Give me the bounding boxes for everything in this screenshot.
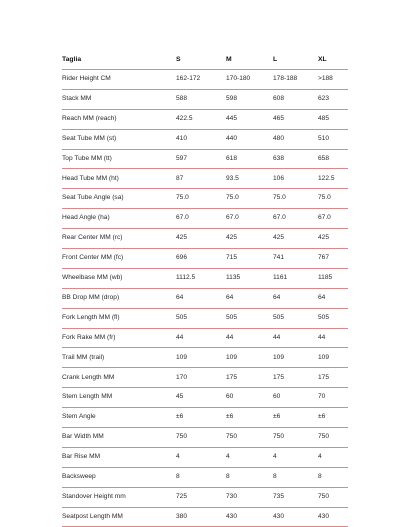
- table-row: [62, 348, 348, 368]
- table-row: [62, 268, 348, 288]
- value-xl: 767: [318, 249, 348, 269]
- value-xl: 64: [318, 288, 348, 308]
- value-l: 75.0: [273, 189, 318, 209]
- table-row: [62, 328, 348, 348]
- table-row: [62, 89, 348, 109]
- value-xl: 175: [318, 368, 348, 388]
- header-size-label: Taglia: [62, 51, 176, 70]
- table-row: [62, 129, 348, 149]
- value-m: 64: [226, 288, 273, 308]
- value-xl: ±6: [318, 408, 348, 428]
- value-xl: 67.0: [318, 209, 348, 229]
- value-m: 170-180: [226, 70, 273, 90]
- value-m: 93.5: [226, 169, 273, 189]
- value-xl: 750: [318, 428, 348, 448]
- value-m: 175: [226, 368, 273, 388]
- value-m: 8: [226, 467, 273, 487]
- row-label: Rear Center MM (rc): [62, 229, 176, 249]
- value-m: 425: [226, 229, 273, 249]
- value-l: 505: [273, 308, 318, 328]
- value-l: 430: [273, 507, 318, 527]
- value-l: 175: [273, 368, 318, 388]
- value-m: 598: [226, 89, 273, 109]
- value-m: 109: [226, 348, 273, 368]
- value-m: 75.0: [226, 189, 273, 209]
- table-row: [62, 189, 348, 209]
- value-xl: 485: [318, 109, 348, 129]
- row-label: Head Angle (ha): [62, 209, 176, 229]
- value-xl: 4: [318, 447, 348, 467]
- value-s: 410: [176, 129, 226, 149]
- table-row: [62, 368, 348, 388]
- value-xl: 44: [318, 328, 348, 348]
- value-xl: 510: [318, 129, 348, 149]
- header-size-m: M: [226, 51, 273, 70]
- value-m: 730: [226, 487, 273, 507]
- row-label: Trail MM (trail): [62, 348, 176, 368]
- header-size-l: L: [273, 51, 318, 70]
- value-s: 725: [176, 487, 226, 507]
- value-s: 45: [176, 388, 226, 408]
- geometry-table: [62, 51, 348, 527]
- value-m: 618: [226, 149, 273, 169]
- value-s: 505: [176, 308, 226, 328]
- table-row: [62, 229, 348, 249]
- row-label: Head Tube MM (ht): [62, 169, 176, 189]
- value-l: 4: [273, 447, 318, 467]
- value-l: 735: [273, 487, 318, 507]
- value-m: 440: [226, 129, 273, 149]
- row-label: Bar Rise MM: [62, 447, 176, 467]
- row-label: Stem Angle: [62, 408, 176, 428]
- value-s: 696: [176, 249, 226, 269]
- value-l: 109: [273, 348, 318, 368]
- table-row: [62, 388, 348, 408]
- row-label: Stack MM: [62, 89, 176, 109]
- table-row: [62, 249, 348, 269]
- header-size-s: S: [176, 51, 226, 70]
- value-xl: 750: [318, 487, 348, 507]
- table-row: [62, 447, 348, 467]
- row-label: Stem Length MM: [62, 388, 176, 408]
- row-label: Front Center MM (fc): [62, 249, 176, 269]
- table-row: [62, 288, 348, 308]
- table-row: [62, 109, 348, 129]
- row-label: Standover Height mm: [62, 487, 176, 507]
- value-s: 109: [176, 348, 226, 368]
- value-l: 1161: [273, 268, 318, 288]
- value-m: 505: [226, 308, 273, 328]
- table-header: [62, 51, 348, 70]
- table-row: [62, 70, 348, 90]
- value-xl: 658: [318, 149, 348, 169]
- value-s: 422.5: [176, 109, 226, 129]
- table-row: [62, 209, 348, 229]
- value-s: 380: [176, 507, 226, 527]
- value-s: 87: [176, 169, 226, 189]
- value-s: 750: [176, 428, 226, 448]
- value-l: 425: [273, 229, 318, 249]
- value-l: 106: [273, 169, 318, 189]
- value-xl: 70: [318, 388, 348, 408]
- value-xl: 1185: [318, 268, 348, 288]
- value-s: 1112.5: [176, 268, 226, 288]
- row-label: Fork Length MM (fl): [62, 308, 176, 328]
- value-s: 597: [176, 149, 226, 169]
- row-label: BB Drop MM (drop): [62, 288, 176, 308]
- row-label: Rider Height CM: [62, 70, 176, 90]
- value-xl: 430: [318, 507, 348, 527]
- row-label: Bar Width MM: [62, 428, 176, 448]
- table-row: [62, 428, 348, 448]
- value-xl: 623: [318, 89, 348, 109]
- value-l: 64: [273, 288, 318, 308]
- value-l: 750: [273, 428, 318, 448]
- value-m: 430: [226, 507, 273, 527]
- value-s: 162-172: [176, 70, 226, 90]
- header-size-xl: XL: [318, 51, 348, 70]
- table-row: [62, 308, 348, 328]
- value-xl: >188: [318, 70, 348, 90]
- value-xl: 425: [318, 229, 348, 249]
- value-m: ±6: [226, 408, 273, 428]
- value-l: 8: [273, 467, 318, 487]
- row-label: Seat Tube Angle (sa): [62, 189, 176, 209]
- row-label: Reach MM (reach): [62, 109, 176, 129]
- value-l: ±6: [273, 408, 318, 428]
- value-s: 170: [176, 368, 226, 388]
- value-m: 445: [226, 109, 273, 129]
- value-l: 67.0: [273, 209, 318, 229]
- value-xl: 122.5: [318, 169, 348, 189]
- table-row: [62, 507, 348, 527]
- table-row: [62, 149, 348, 169]
- value-m: 4: [226, 447, 273, 467]
- value-l: 465: [273, 109, 318, 129]
- value-s: 67.0: [176, 209, 226, 229]
- value-m: 44: [226, 328, 273, 348]
- value-s: 64: [176, 288, 226, 308]
- row-label: Backsweep: [62, 467, 176, 487]
- row-label: Seat Tube MM (st): [62, 129, 176, 149]
- value-l: 178-188: [273, 70, 318, 90]
- table-body: [62, 70, 348, 527]
- value-l: 608: [273, 89, 318, 109]
- table-row: [62, 467, 348, 487]
- value-m: 67.0: [226, 209, 273, 229]
- value-s: 8: [176, 467, 226, 487]
- value-m: 715: [226, 249, 273, 269]
- table-row: [62, 408, 348, 428]
- row-label: Seatpost Length MM: [62, 507, 176, 527]
- value-l: 480: [273, 129, 318, 149]
- value-xl: 75.0: [318, 189, 348, 209]
- value-l: 44: [273, 328, 318, 348]
- table-row: [62, 487, 348, 507]
- value-l: 741: [273, 249, 318, 269]
- value-s: 588: [176, 89, 226, 109]
- value-xl: 8: [318, 467, 348, 487]
- value-s: 425: [176, 229, 226, 249]
- value-xl: 109: [318, 348, 348, 368]
- value-l: 60: [273, 388, 318, 408]
- header-row: [62, 51, 348, 70]
- row-label: Fork Rake MM (fr): [62, 328, 176, 348]
- table-row: [62, 169, 348, 189]
- value-s: 44: [176, 328, 226, 348]
- row-label: Wheelbase MM (wb): [62, 268, 176, 288]
- value-s: 75.0: [176, 189, 226, 209]
- value-s: 4: [176, 447, 226, 467]
- value-m: 1135: [226, 268, 273, 288]
- value-m: 750: [226, 428, 273, 448]
- value-m: 60: [226, 388, 273, 408]
- value-xl: 505: [318, 308, 348, 328]
- value-s: ±6: [176, 408, 226, 428]
- row-label: Top Tube MM (tt): [62, 149, 176, 169]
- value-l: 638: [273, 149, 318, 169]
- row-label: Crank Length MM: [62, 368, 176, 388]
